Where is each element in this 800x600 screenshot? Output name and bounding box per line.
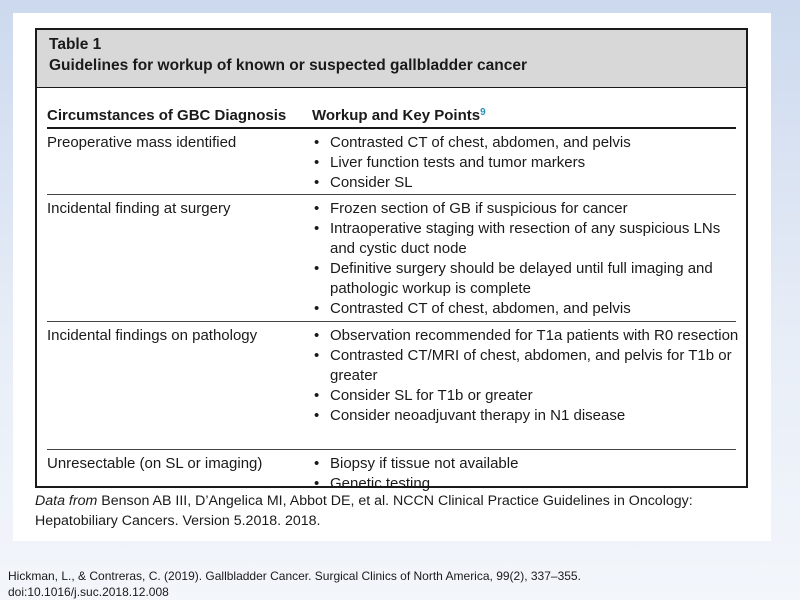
guidelines-table (35, 28, 748, 492)
workup-point: • Consider SL (312, 173, 742, 193)
workup-list (312, 454, 742, 494)
workup-list (312, 199, 742, 319)
workup-list (312, 326, 742, 426)
slide-card (13, 13, 771, 541)
column-header-workup (312, 106, 486, 126)
workup-point: • Contrasted CT of chest, abdomen, and pelvis (312, 299, 742, 319)
slide-reference (8, 568, 788, 600)
table-source-prefix: Data from (35, 493, 98, 509)
reference-superscript: 9 (480, 107, 486, 118)
table-row (47, 195, 736, 322)
table-row (47, 450, 736, 497)
table-title: Guidelines for workup of known or suspected gallbladder cancer (49, 57, 528, 74)
circumstance-cell: Incidental finding at surgery (47, 200, 231, 217)
table-body (47, 129, 739, 497)
workup-point: • Genetic testing (312, 474, 742, 494)
table-label: Table 1 (49, 36, 102, 53)
table-row (47, 129, 736, 195)
circumstance-cell: Unresectable (on SL or imaging) (47, 455, 263, 472)
workup-point: • Consider neoadjuvant therapy in N1 disease (312, 406, 742, 426)
workup-point: • Definitive surgery should be delayed until full imaging and pathologic workup is complete (312, 259, 742, 299)
circumstance-cell: Incidental findings on pathology (47, 327, 258, 344)
workup-list (312, 133, 742, 193)
circumstance-cell: Preoperative mass identified (47, 134, 237, 151)
column-headers (47, 106, 736, 129)
workup-point: • Biopsy if tissue not available (312, 454, 742, 474)
table-row (47, 322, 739, 450)
column-header-workup-text: Workup and Key Points (312, 107, 481, 124)
workup-point: • Contrasted CT/MRI of chest, abdomen, and pelvis for T1b or greater (312, 346, 742, 386)
reference-line-2: doi:10.1016/j.suc.2018.12.008 (8, 585, 169, 599)
workup-point: • Contrasted CT of chest, abdomen, and pelvis (312, 133, 742, 153)
workup-point: • Frozen section of GB if suspicious for cancer (312, 199, 742, 219)
table-source-text: Benson AB III, D’Angelica MI, Abbot DE, et al. NCCN Clinical Practice Guidelines in Oncology: Hepatobiliary Cancers. Version 5.2018. 2018. (35, 493, 693, 529)
workup-point: • Observation recommended for T1a patients with R0 resection (312, 326, 742, 346)
table-header-band (37, 30, 746, 88)
workup-point: • Consider SL for T1b or greater (312, 386, 742, 406)
table-source-note (35, 491, 750, 531)
workup-point: • Intraoperative staging with resection of any suspicious LNs and cystic duct node (312, 219, 742, 259)
workup-point: • Liver function tests and tumor markers (312, 153, 742, 173)
column-header-circumstances: Circumstances of GBC Diagnosis (47, 107, 287, 124)
reference-line-1: Hickman, L., & Contreras, C. (2019). Gallbladder Cancer. Surgical Clinics of North America, 99(2), 337–355. (8, 569, 581, 583)
